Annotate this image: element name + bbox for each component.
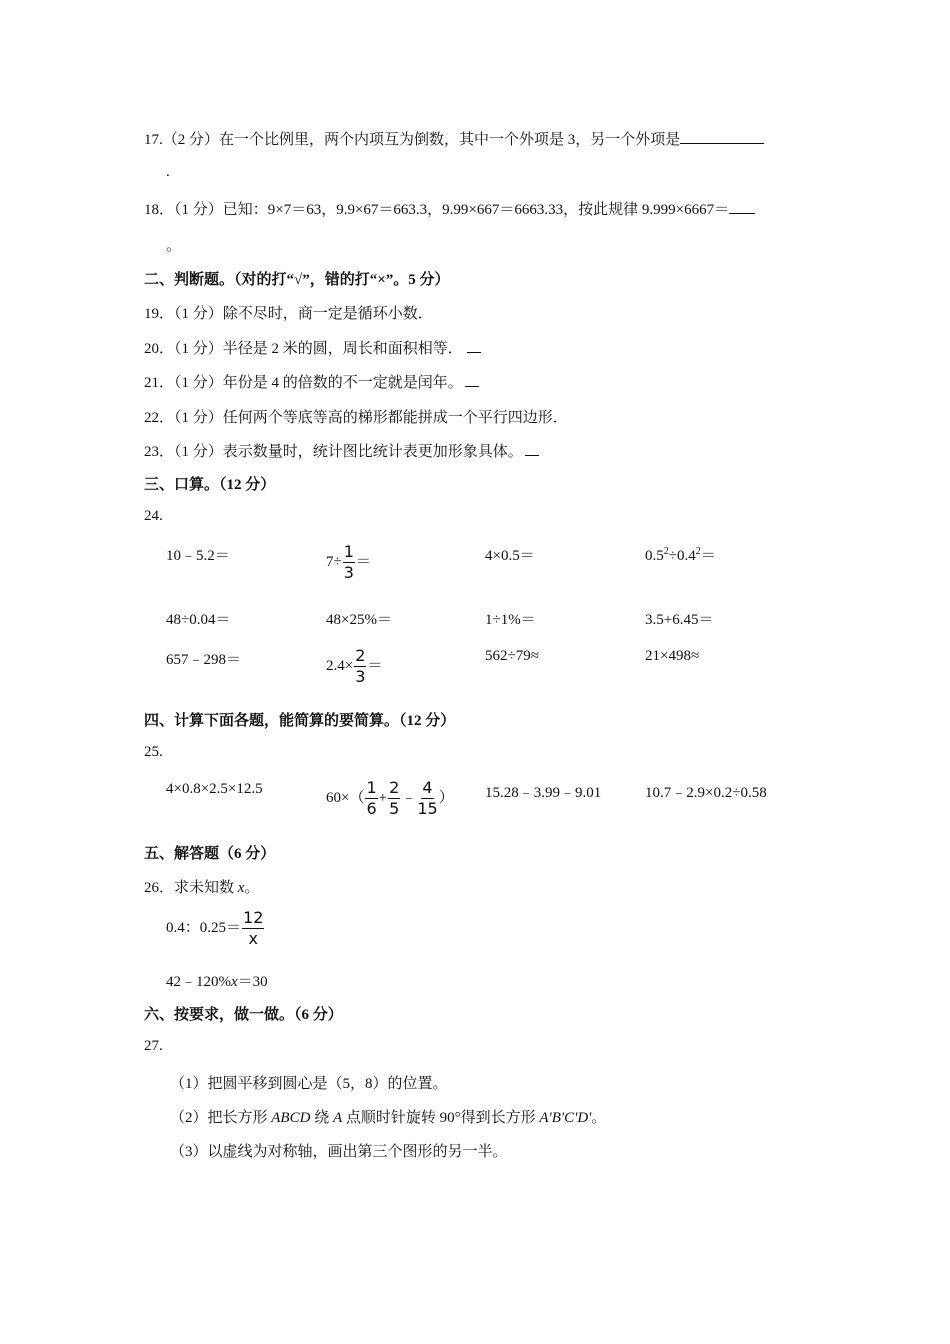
oral-calc-8: 3.5+6.45＝ <box>645 612 714 628</box>
operator: + <box>378 789 388 806</box>
answer-blank[interactable] <box>525 441 539 456</box>
equation-1 <box>166 910 265 947</box>
task-2 <box>170 1106 606 1127</box>
section-4-title: 四、计算下面各题，能简算的要简算。（12 分） <box>144 713 456 729</box>
oral-calc-7: 1÷1%＝ <box>485 612 536 628</box>
question-26-tail: 。 <box>244 880 260 896</box>
base: 0.5 <box>645 548 664 564</box>
equals: ＝ <box>700 548 716 564</box>
expr-prefix: 7÷ <box>326 553 342 570</box>
section-2-title: 二、判断题。（对的打“√”，错的打“×”。5 分） <box>144 272 450 288</box>
question-18-tail: 。 <box>166 238 182 254</box>
rectangle-label: ABCD <box>271 1110 311 1126</box>
question-25-number: 25. <box>144 744 163 760</box>
task-2-text: 点顺时针旋转 90°得到长方形 <box>342 1110 540 1126</box>
variable: x <box>237 880 245 896</box>
denominator: 6 <box>366 799 377 818</box>
equation-2 <box>166 970 268 991</box>
question-23 <box>144 440 539 461</box>
answer-blank[interactable] <box>465 372 479 387</box>
question-17-text: 17.（2 分）在一个比例里，两个内项互为倒数，其中一个外项是 3，另一个外项是 <box>144 132 681 148</box>
operator: ﹣ <box>401 789 417 806</box>
answer-blank[interactable] <box>680 129 764 144</box>
fraction <box>365 780 377 817</box>
expr-suffix: ） <box>438 789 454 806</box>
question-24-number: 24. <box>144 508 163 524</box>
numerator: 4 <box>422 778 433 797</box>
question-20-text: 20．（1 分）半径是 2 米的圆，周长和面积相等． <box>144 341 463 357</box>
question-19 <box>144 302 433 323</box>
calc-4: 10.7﹣2.9×0.2÷0.58 <box>645 785 767 801</box>
expr-prefix: 0.4：0.25＝ <box>166 919 242 936</box>
expr-prefix: 2.4× <box>326 657 354 674</box>
oral-calc-4 <box>645 544 716 565</box>
task-1: （1）把圆平移到圆心是（5，8）的位置。 <box>170 1076 448 1092</box>
expr-suffix: ＝ <box>367 657 383 674</box>
question-23-text: 23．（1 分）表示数量时，统计图比统计表更加形象具体。 <box>144 444 523 460</box>
oral-calc-3: 4×0.5＝ <box>485 548 535 564</box>
variable: x <box>231 974 238 990</box>
numerator: 1 <box>343 542 354 561</box>
task-2-text: 绕 <box>310 1110 333 1126</box>
question-22 <box>144 406 568 427</box>
question-21 <box>144 371 479 392</box>
denominator: 3 <box>343 563 354 582</box>
expr-prefix: 60×（ <box>326 789 365 806</box>
oral-calc-12: 21×498≈ <box>645 648 700 664</box>
expr-suffix: ＝ <box>355 553 371 570</box>
question-22-text: 22．（1 分）任何两个等底等高的梯形都能拼成一个平行四边形． <box>144 410 568 426</box>
expr-suffix: ＝30 <box>237 974 268 990</box>
exponent: 2 <box>695 546 701 557</box>
fraction <box>388 780 400 817</box>
calc-2 <box>326 780 454 817</box>
expr-prefix: 42﹣120% <box>166 974 231 990</box>
answer-blank[interactable] <box>467 338 481 353</box>
task-2-tail: 。 <box>591 1110 607 1126</box>
denominator: x <box>248 929 258 948</box>
denominator: 3 <box>355 667 366 686</box>
question-17 <box>144 128 764 149</box>
fraction <box>343 544 355 581</box>
base: ÷0.4 <box>668 548 696 564</box>
exponent: 2 <box>663 546 669 557</box>
question-17-tail: . <box>166 164 170 180</box>
question-27-number: 27. <box>144 1038 163 1054</box>
question-26-text: 26．求未知数 <box>144 880 238 896</box>
question-18-text: 18．（1 分）已知：9×7＝63，9.9×67＝663.3，9.99×667＝6663.33，按此规律 9.999×6667＝ <box>144 202 730 218</box>
fraction <box>354 648 366 685</box>
task-2-text: （2）把长方形 <box>170 1110 272 1126</box>
numerator: 2 <box>355 646 366 665</box>
denominator: 5 <box>389 799 400 818</box>
oral-calc-11: 562÷79≈ <box>485 648 539 664</box>
section-3-title: 三、口算。（12 分） <box>144 477 276 493</box>
oral-calc-5: 48÷0.04＝ <box>166 612 231 628</box>
oral-calc-2 <box>326 544 371 581</box>
numerator: 2 <box>389 778 400 797</box>
question-26 <box>144 876 259 897</box>
answer-blank[interactable] <box>729 199 755 214</box>
question-19-text: 19．（1 分）除不尽时，商一定是循环小数． <box>144 306 433 322</box>
oral-calc-9: 657﹣298＝ <box>166 652 242 668</box>
question-21-text: 21．（1 分）年份是 4 的倍数的不一定就是闰年。 <box>144 375 463 391</box>
oral-calc-10 <box>326 648 382 685</box>
denominator: 15 <box>417 799 438 818</box>
point-label: A <box>332 1110 343 1126</box>
calc-3: 15.28﹣3.99﹣9.01 <box>485 785 602 801</box>
oral-calc-1: 10﹣5.2＝ <box>166 548 230 564</box>
fraction <box>417 780 437 817</box>
question-18 <box>144 198 755 219</box>
task-3: （3）以虚线为对称轴，画出第三个图形的另一半。 <box>170 1144 508 1160</box>
section-5-title: 五、解答题（6 分） <box>144 846 276 862</box>
calc-1: 4×0.8×2.5×12.5 <box>166 781 263 797</box>
question-20 <box>144 337 481 358</box>
numerator: 12 <box>243 908 264 927</box>
fraction <box>242 910 264 947</box>
section-6-title: 六、按要求，做一做。（6 分） <box>144 1007 343 1023</box>
rectangle-label: A'B'C'D' <box>539 1110 592 1126</box>
numerator: 1 <box>366 778 377 797</box>
oral-calc-6: 48×25%＝ <box>326 612 392 628</box>
